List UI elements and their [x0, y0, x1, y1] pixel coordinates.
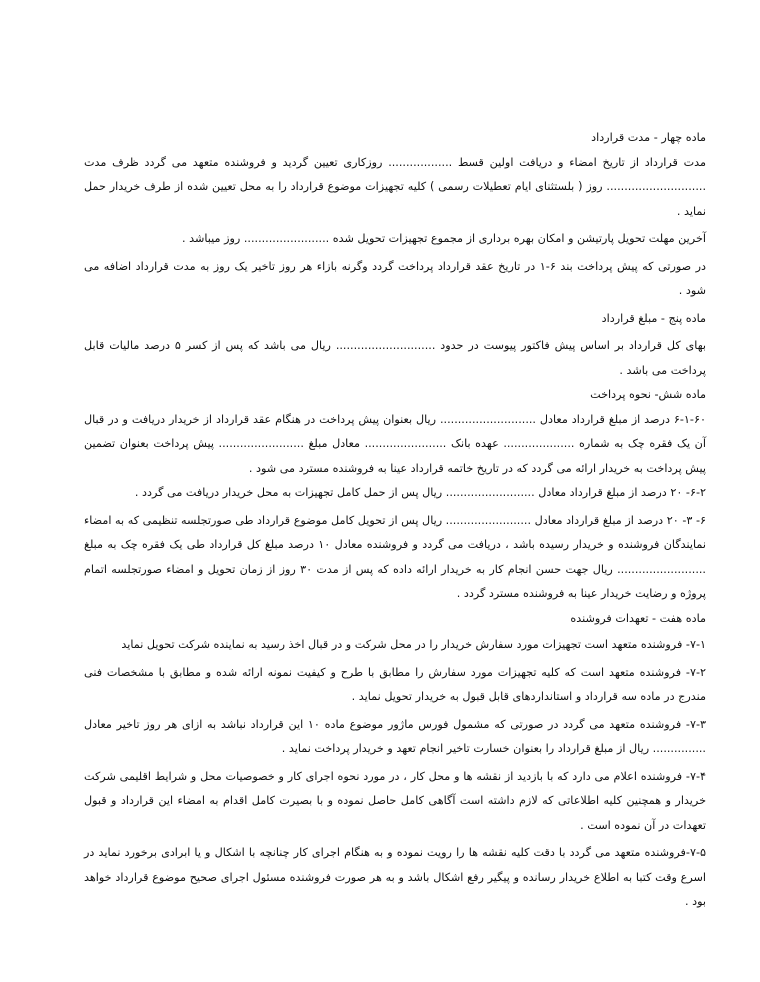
section-7-paragraph-1: ۷-۱- فروشنده متعهد است تجهیزات مورد سفارش خریدار را در محل شرکت و در قبال اخذ رسید به نماینده شرکت تحویل نماید — [121, 638, 706, 651]
section-7-paragraph-5: ۷-۵-فروشنده متعهد می گردد با دقت کلیه نقشه ها را رویت نموده و به هنگام اجرای کار چنانچه با اشکال و یا ابرادی برخورد نماید در اسرع وقت کتبا به اطلاع خریدار رسانده و پیگیر رفع اشکال باشد و به هر صورت فروشنده مسئول اجرای صحیح موضوع قرارداد خواهد بود . — [84, 846, 706, 908]
section-7-paragraph-2: ۷-۲- فروشنده متعهد است که کلیه تجهیزات مورد سفارش را مطابق با طرح و کیفیت نمونه ارائه شده و مطابق با مشخصات فنی مندرج در ماده سه قرارداد و استانداردهای قابل قبول به خریدار تحویل نماید . — [84, 665, 706, 703]
section-6-paragraph-1: ۶-۱-۶۰ درصد از مبلغ قرارداد معادل ........................... ریال بعنوان پیش پرداخت در هنگام عقد قرارداد از خریدار دریافت و در قبال آن یک فقره چک به شماره .................... عهده بانک ....................... معادل مبلغ ........................ پیش پرداخت بعنوان تضمین پیش پرداخت به خریدار ارائه می گردد که در تاریخ خاتمه قرارداد عینا به فروشنده مسترد می شود . — [84, 412, 706, 475]
section-7-paragraph-3: ۷-۳- فروشنده متعهد می گردد در صورتی که مشمول فورس ماژور موضوع ماده ۱۰ این قرارداد نباشد به ازای هر روز تاخیر معادل ............... ریال از مبلغ قرارداد را بعنوان خسارت تاخیر انجام تعهد و خریدار پرداخت نماید . — [84, 717, 706, 755]
section-5-title: ماده پنج - مبلغ قرارداد — [601, 311, 706, 325]
section-6-title: ماده شش- نحوه پرداخت — [590, 388, 706, 401]
section-7-title: ماده هفت - تعهدات فروشنده — [570, 611, 706, 625]
section-4-title: ماده چهار - مدت قرارداد — [591, 131, 706, 144]
section-6-paragraph-3: ۶- ۳- ۲۰ درصد از مبلغ قرارداد معادل ........................ ریال پس از تحویل کامل موضوع قرارداد طی صورتجلسه تنظیمی که به امضاء نمایندگان فروشنده و خریدار رسیده باشد ، دریافت می گردد و فروشنده معادل ۱۰ درصد مبلغ کل قرارداد طی یک فقره چک به مبلغ ......................... ریال جهت حسن انجام کار به خریدار ارائه داده که پس از مدت ۳۰ روز از زمان تحویل و امضاء صورتجلسه اتمام پروژه و رضایت خریدار عینا به فروشنده مسترد گردد . — [84, 513, 707, 600]
section-4-paragraph-2: آخرین مهلت تحویل پارتیشن و امکان بهره برداری از مجموع تجهیزات تحویل شده ........................ روز میباشد . — [182, 232, 706, 245]
section-7-paragraph-4: ۷-۴- فروشنده اعلام می دارد که با بازدید از نقشه ها و محل کار ، در مورد نحوه اجرای کار و خصوصیات محل و شرایط اقلیمی شرکت خریدار و همچنین کلیه اطلاعاتی که لازم داشته است آگاهی کامل حاصل نموده و با بصیرت کامل اقدام به امضاء این قرارداد و قبول تعهدات در آن نموده است . — [84, 769, 706, 832]
contract-page — [84, 126, 706, 915]
section-5-paragraph-1: بهای کل قرارداد بر اساس پیش فاکتور پیوست در حدود ............................ ریال می باشد که پس از کسر ۵ درصد مالیات قابل پرداخت می باشد . — [84, 339, 706, 377]
section-6-paragraph-2: ۶-۲- ۲۰ درصد از مبلغ قرارداد معادل ......................... ریال پس از حمل کامل تجهیزات به محل خریدار دریافت می گردد . — [134, 486, 706, 499]
section-4-paragraph-1: مدت قرارداد از تاریخ امضاء و دریافت اولین قسط .................. روزکاری تعیین گردید و فروشنده متعهد می گردد ظرف مدت ............................ روز ( بلستثنای ایام تعطیلات رسمی ) کلیه تجهیزات موضوع قرارداد را به محل تعیین شده از طرف خریدار حمل نماید . — [84, 155, 706, 218]
section-4-paragraph-3: در صورتی که پیش پرداخت بند ۶-۱ در تاریخ عقد قرارداد پرداخت گردد وگرنه بازاء هر روز تاخیر یک روز به مدت قرارداد اضافه می شود . — [84, 259, 706, 297]
